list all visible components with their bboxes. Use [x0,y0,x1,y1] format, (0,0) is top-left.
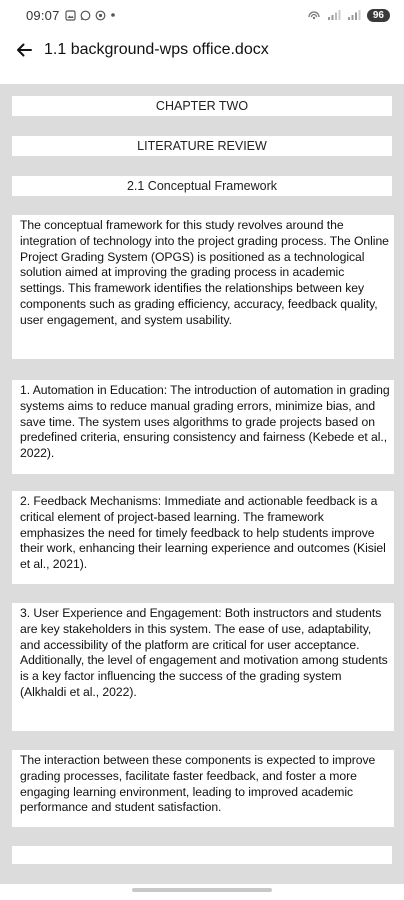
signal-icon-1 [327,9,341,21]
back-button[interactable] [10,36,38,64]
status-right [307,9,390,22]
hotspot-icon [307,9,321,21]
app-bar [0,30,404,70]
signal-icon-2 [347,9,361,21]
status-bar [0,0,404,30]
notification-icons [65,10,116,21]
status-time: 09:07 [26,7,60,23]
status-left [26,8,116,23]
document-title: 1.1 background-wps office.docx [44,41,269,58]
paragraph-intro: The conceptual framework for this study revolves around the integration of technology into the project grading process. The Online Project Grading System (OPGS) is positioned as a technological solution aimed at improving the grading process in academic settings. This framework identifies the relationships between key components such as grading efficiency, accuracy, feedback quality, user engagement, and system usability. [12,215,394,359]
section-heading: LITERATURE REVIEW [12,136,392,156]
sync-icon [95,10,106,21]
image-notification-icon [65,10,76,21]
whatsapp-icon [80,10,91,21]
paragraph-automation: 1. Automation in Education: The introduction of automation in grading systems aims to reduce manual grading errors, minimize bias, and save time. The system uses algorithms to grade projects based on predefined criteria, ensuring consistency and fairness (Kebede et al., 2022). [12,380,394,474]
paragraph-interaction: The interaction between these components is expected to improve grading processes, facilitate faster feedback, and foster a more engaging learning environment, leading to improved academic performance and student satisfaction. [12,750,394,827]
document-viewer[interactable] [0,84,404,884]
arrow-left-icon [14,40,34,60]
dot-icon [110,12,116,18]
paragraph-feedback: 2. Feedback Mechanisms: Immediate and actionable feedback is a critical element of project-based learning. The framework emphasizes the need for timely feedback to help students improve their work, enhancing their learning experience and outcomes (Kisiel et al., 2021). [12,491,394,584]
subsection-heading: 2.1 Conceptual Framework [12,176,392,196]
empty-line [12,846,392,864]
chapter-heading: CHAPTER TWO [12,96,392,116]
paragraph-user-experience: 3. User Experience and Engagement: Both instructors and students are key stakeholders in this system. The ease of use, adaptability, and accessibility of the platform are critical for user acceptance. Additionally, the level of engagement and motivation among students is a key factor influencing the success of the grading system (Alkhaldi et al., 2022). [12,603,394,731]
home-indicator[interactable] [132,888,272,892]
document-page [0,84,404,884]
battery-badge: 96 [367,9,390,22]
